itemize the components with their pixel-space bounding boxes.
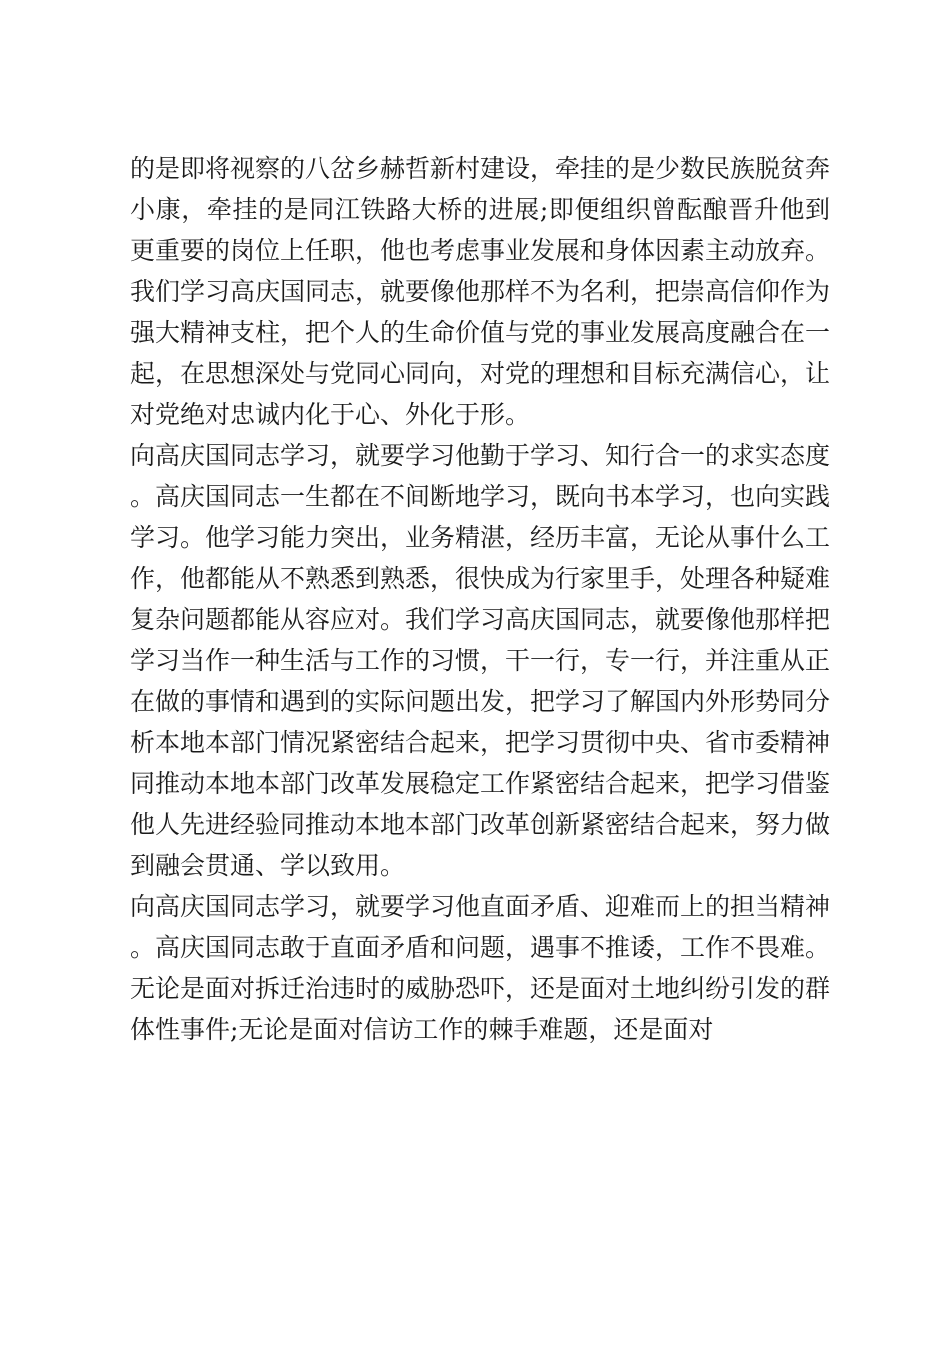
paragraph-2: 向高庆国同志学习，就要学习他勤于学习、知行合一的求实态度。高庆国同志一生都在不间断地学习，既向书本学习，也向实践学习。他学习能力突出，业务精湛，经历丰富，无论从事什么工作，他都能从不熟悉到熟悉，很快成为行家里手，处理各种疑难复杂问题都能从容应对。我们学习高庆国同志，就要像他那样把学习当作一种生活与工作的习惯，干一行，专一行，并注重从正在做的事情和遇到的实际问题出发，把学习了解国内外形势同分析本地本部门情况紧密结合起来，把学习贯彻中央、省市委精神同推动本地本部门改革发展稳定工作紧密结合起来，把学习借鉴他人先进经验同推动本地本部门改革创新紧密结合起来，努力做到融会贯通、学以致用。 (130, 441, 831, 880)
document-body (130, 148, 830, 1050)
paragraph-1: 的是即将视察的八岔乡赫哲新村建设，牵挂的是少数民族脱贫奔小康，牵挂的是同江铁路大桥的进展;即便组织曾酝酿晋升他到更重要的岗位上任职，他也考虑事业发展和身体因素主动放弃。我们学习高庆国同志，就要像他那样不为名利，把崇高信仰作为强大精神支柱，把个人的生命价值与党的事业发展高度融合在一起，在思想深处与党同心同向，对党的理想和目标充满信心，让对党绝对忠诚内化于心、外化于形。 (130, 154, 831, 429)
paragraph-3: 向高庆国同志学习，就要学习他直面矛盾、迎难而上的担当精神。高庆国同志敢于直面矛盾和问题，遇事不推诿，工作不畏难。无论是面对拆迁治违时的威胁恐吓，还是面对土地纠纷引发的群体性事件;无论是面对信访工作的棘手难题，还是面对 (130, 892, 831, 1044)
